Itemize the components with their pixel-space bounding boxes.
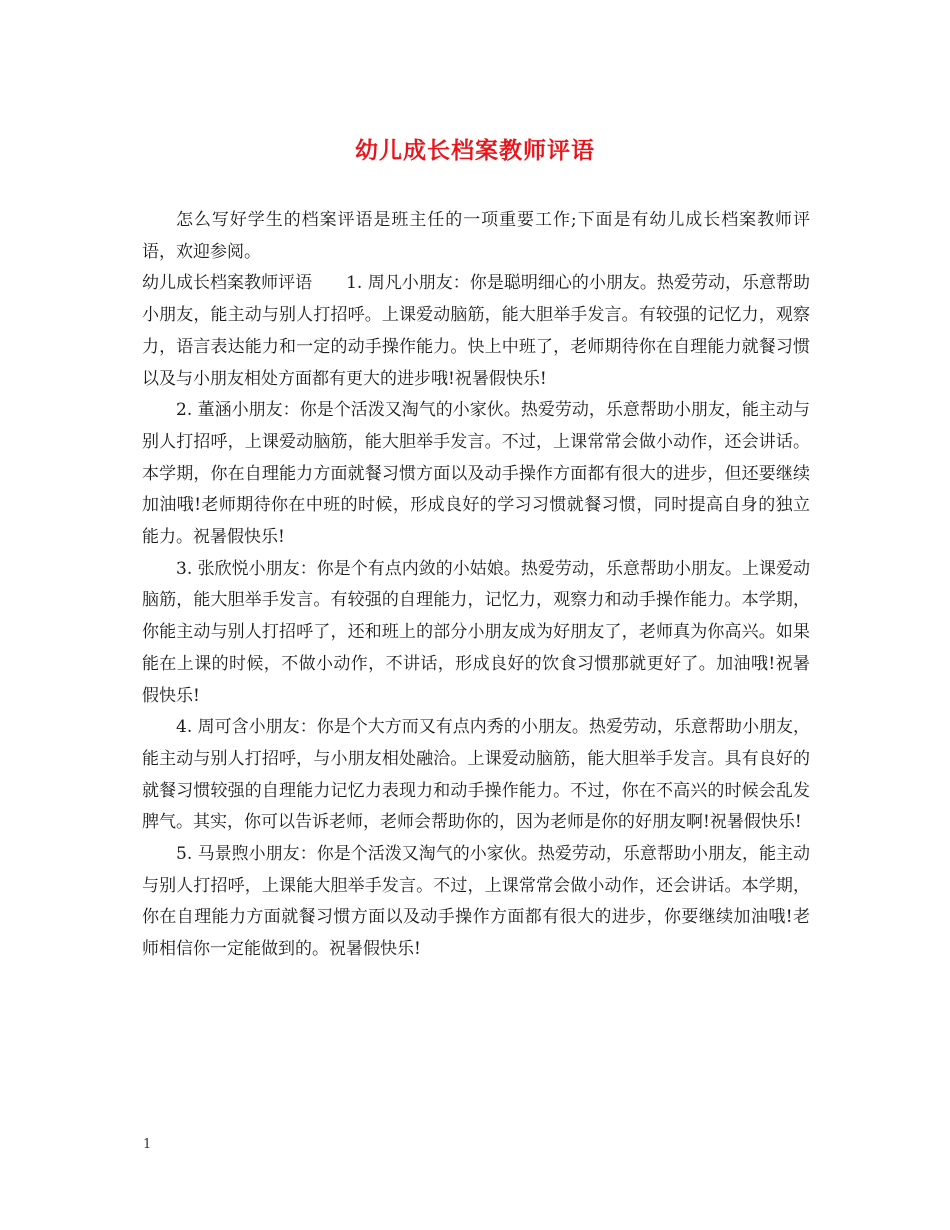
intro-paragraph: 怎么写好学生的档案评语是班主任的一项重要工作;下面是有幼儿成长档案教师评语，欢迎参阅。: [142, 210, 810, 262]
page-number: 1: [143, 1137, 152, 1152]
paragraph-3: 3. 张欣悦小朋友：你是个有点内敛的小姑娘。热爱劳动，乐意帮助小朋友。上课爱动脑筋，能大胆举手发言。有较强的自理能力，记忆力，观察力和动手操作能力。本学期，你能主动与别人打招呼了，还和班上的部分小朋友成为好朋友了，老师真为你高兴。如果能在上课的时候，不做小动作，不讲话，形成良好的饮食习惯那就更好了。加油哦!祝暑假快乐!: [142, 558, 810, 706]
paragraph-1: 幼儿成长档案教师评语 1. 周凡小朋友：你是聪明细心的小朋友。热爱劳动，乐意帮助小朋友，能主动与别人打招呼。上课爱动脑筋，能大胆举手发言。有较强的记忆力，观察力，语言表达能力和一定的动手操作能力。快上中班了，老师期待你在自理能力就餐习惯以及与小朋友相处方面都有更大的进步哦!祝暑假快乐!: [142, 273, 810, 389]
document-body: [142, 205, 810, 966]
page-title: 幼儿成长档案教师评语: [355, 138, 595, 164]
paragraph-4: 4. 周可含小朋友：你是个大方而又有点内秀的小朋友。热爱劳动，乐意帮助小朋友，能主动与别人打招呼，与小朋友相处融洽。上课爱动脑筋，能大胆举手发言。具有良好的就餐习惯较强的自理能力记忆力表现力和动手操作能力。不过，你在不高兴的时候会乱发脾气。其实，你可以告诉老师，老师会帮助你的，因为老师是你的好朋友啊!祝暑假快乐!: [142, 717, 810, 833]
paragraph-2: 2. 董涵小朋友：你是个活泼又淘气的小家伙。热爱劳动，乐意帮助小朋友，能主动与别人打招呼，上课爱动脑筋，能大胆举手发言。不过，上课常常会做小动作，还会讲话。本学期，你在自理能力方面就餐习惯方面以及动手操作方面都有很大的进步，但还要继续加油哦!老师期待你在中班的时候，形成良好的学习习惯就餐习惯，同时提高自身的独立能力。祝暑假快乐!: [142, 400, 810, 548]
paragraph-5: 5. 马景煦小朋友：你是个活泼又淘气的小家伙。热爱劳动，乐意帮助小朋友，能主动与别人打招呼，上课能大胆举手发言。不过，上课常常会做小动作，还会讲话。本学期，你在自理能力方面就餐习惯方面以及动手操作方面都有很大的进步，你要继续加油哦!老师相信你一定能做到的。祝暑假快乐!: [142, 844, 810, 960]
